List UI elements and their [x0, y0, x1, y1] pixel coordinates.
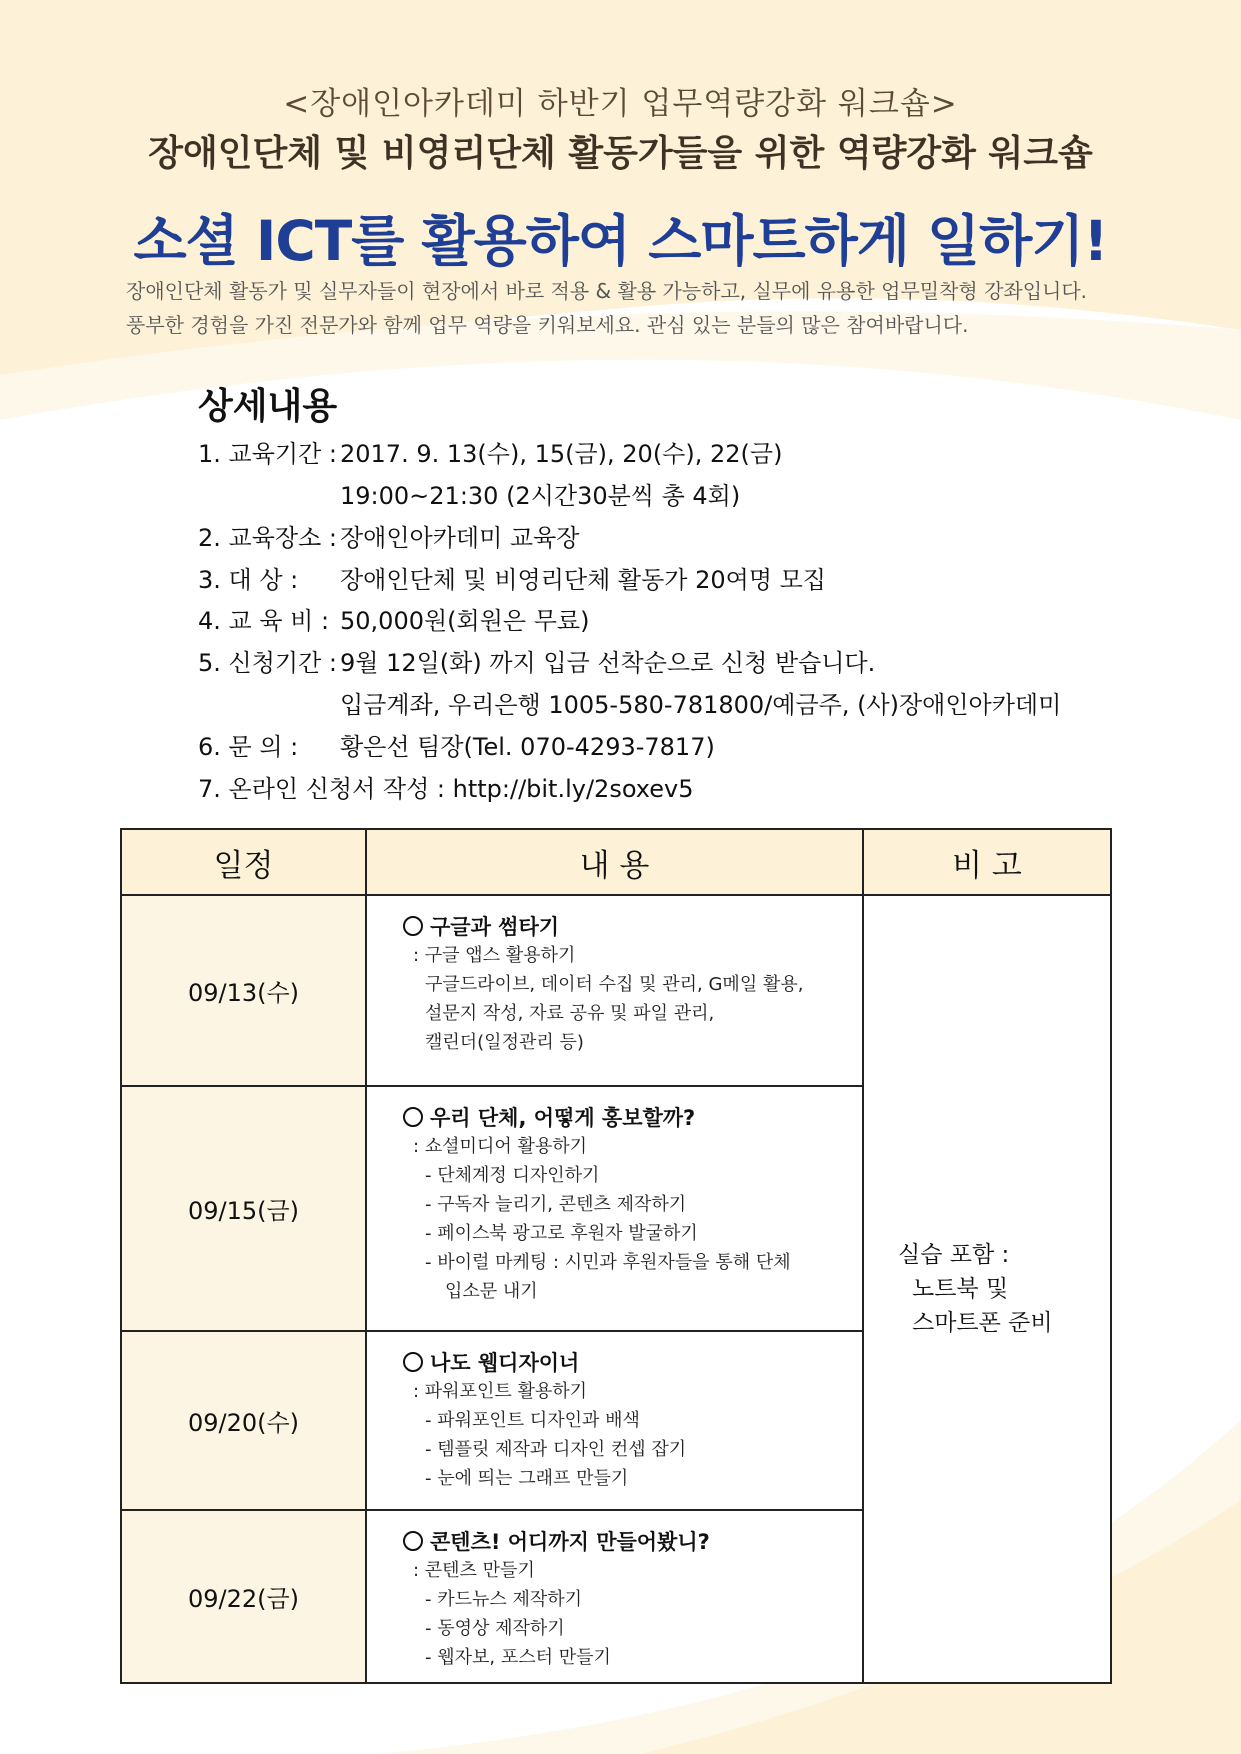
detail-item-time: [340, 476, 740, 511]
detail-value: 장애인아카데미 교육장: [340, 524, 580, 552]
detail-key: 4. 교 육 비 :: [198, 607, 330, 635]
circle-bullet-icon: [403, 1352, 423, 1372]
session-line: 입소문 내기: [445, 1281, 538, 1303]
circle-bullet-icon: [403, 916, 423, 936]
description-line-2: 풍부한 경험을 가진 전문가와 함께 업무 역량을 키워보세요. 관심 있는 분들의 많은 참여바랍니다.: [126, 313, 969, 337]
session-title: 콘텐츠! 어디까지 만들어봤니?: [403, 1528, 862, 1556]
date-cell: 09/22(금): [121, 1510, 366, 1683]
session-line: : 콘텐츠 만들기: [413, 1559, 535, 1581]
workshop-subtitle: <장애인아카데미 하반기 업무역량강화 워크숍>: [283, 86, 958, 122]
note-cell: [863, 895, 1111, 1683]
session-line: - 페이스북 광고로 후원자 발굴하기: [425, 1223, 698, 1245]
detail-item-fee: [198, 601, 589, 636]
detail-value: 50,000원(회원은 무료): [340, 607, 590, 635]
session-line: - 눈에 띄는 그래프 만들기: [425, 1468, 629, 1490]
header-note: 비 고: [863, 829, 1111, 895]
detail-key: 5. 신청기간 :: [198, 649, 337, 677]
session-line: - 구독자 늘리기, 콘텐츠 제작하기: [425, 1194, 687, 1216]
detail-key: 7. 온라인 신청서 작성 :: [198, 775, 445, 803]
date-cell: 09/13(수): [121, 895, 366, 1086]
note-line: 스마트폰 준비: [912, 1310, 1053, 1336]
session-line: 캘린더(일정관리 등): [425, 1032, 584, 1053]
detail-key: 3. 대 상 :: [198, 566, 299, 594]
content-cell: [366, 895, 863, 1086]
session-title: 우리 단체, 어떻게 홍보할까?: [403, 1104, 862, 1132]
detail-item-target: [198, 560, 826, 595]
session-line: 설문지 작성, 자료 공유 및 파일 관리,: [425, 1003, 715, 1024]
detail-key: 1. 교육기간 :: [198, 440, 337, 468]
circle-bullet-icon: [403, 1531, 423, 1551]
session-line: : 구글 앱스 활용하기: [413, 945, 576, 966]
schedule-table: [120, 828, 1112, 1684]
detail-item-contact: [198, 727, 715, 762]
header-content: 내 용: [366, 829, 863, 895]
session-line: - 단체계정 디자인하기: [425, 1165, 600, 1187]
content-cell: [366, 1510, 863, 1683]
date-cell: 09/20(수): [121, 1331, 366, 1509]
detail-key: 2. 교육장소 :: [198, 524, 337, 552]
detail-item-online-form: [198, 769, 693, 804]
description-line-1: 장애인단체 활동가 및 실무자들이 현장에서 바로 적용 & 활용 가능하고, 실무에 유용한 업무밀착형 강좌입니다.: [126, 279, 1088, 303]
detail-value: 입금계좌, 우리은행 1005-580-781800/예금주, (사)장애인아카데미: [340, 691, 1062, 719]
session-line: - 템플릿 제작과 디자인 컨셉 잡기: [425, 1439, 687, 1461]
detail-item-place: [198, 518, 579, 553]
details-heading: 상세내용: [198, 386, 338, 427]
workshop-title: 장애인단체 및 비영리단체 활동가들을 위한 역량강화 워크숍: [148, 133, 1093, 174]
note-line: 노트북 및: [912, 1276, 1009, 1302]
circle-bullet-icon: [403, 1107, 423, 1127]
session-line: - 바이럴 마케팅 : 시민과 후원자들을 통해 단체: [425, 1252, 791, 1274]
header-date: 일정: [121, 829, 366, 895]
detail-value: 2017. 9. 13(수), 15(금), 20(수), 22(금): [340, 440, 783, 468]
detail-key: 6. 문 의 :: [198, 733, 299, 761]
online-form-link[interactable]: http://bit.ly/2soxev5: [452, 775, 694, 803]
session-title: 구글과 썸타기: [403, 913, 862, 941]
session-line: - 웹자보, 포스터 만들기: [425, 1646, 611, 1668]
session-line: 구글드라이브, 데이터 수집 및 관리, G메일 활용,: [425, 974, 804, 995]
detail-item-period: [198, 434, 782, 469]
detail-item-account: [340, 685, 1061, 720]
session-line: - 카드뉴스 제작하기: [425, 1588, 583, 1610]
session-title: 나도 웹디자이너: [403, 1349, 862, 1377]
headline: 소셜 ICT를 활용하여 스마트하게 일하기!: [133, 209, 1108, 273]
table-row: [121, 895, 1111, 1086]
content-cell: [366, 1086, 863, 1331]
session-line: - 파워포인트 디자인과 배색: [425, 1410, 640, 1432]
detail-value: 장애인단체 및 비영리단체 활동가 20여명 모집: [340, 566, 826, 594]
session-line: - 동영상 제작하기: [425, 1617, 565, 1639]
content-cell: [366, 1331, 863, 1509]
session-line: : 쇼셜미디어 활용하기: [413, 1136, 587, 1158]
detail-value: 9월 12일(화) 까지 입금 선착순으로 신청 받습니다.: [340, 649, 876, 677]
detail-value: 황은선 팀장(Tel. 070-4293-7817): [340, 733, 715, 761]
session-line: : 파워포인트 활용하기: [413, 1381, 587, 1403]
date-cell: 09/15(금): [121, 1086, 366, 1331]
note-line: 실습 포함 :: [898, 1242, 1010, 1268]
detail-value: 19:00~21:30 (2시간30분씩 총 4회): [340, 482, 741, 510]
detail-item-application: [198, 643, 875, 678]
